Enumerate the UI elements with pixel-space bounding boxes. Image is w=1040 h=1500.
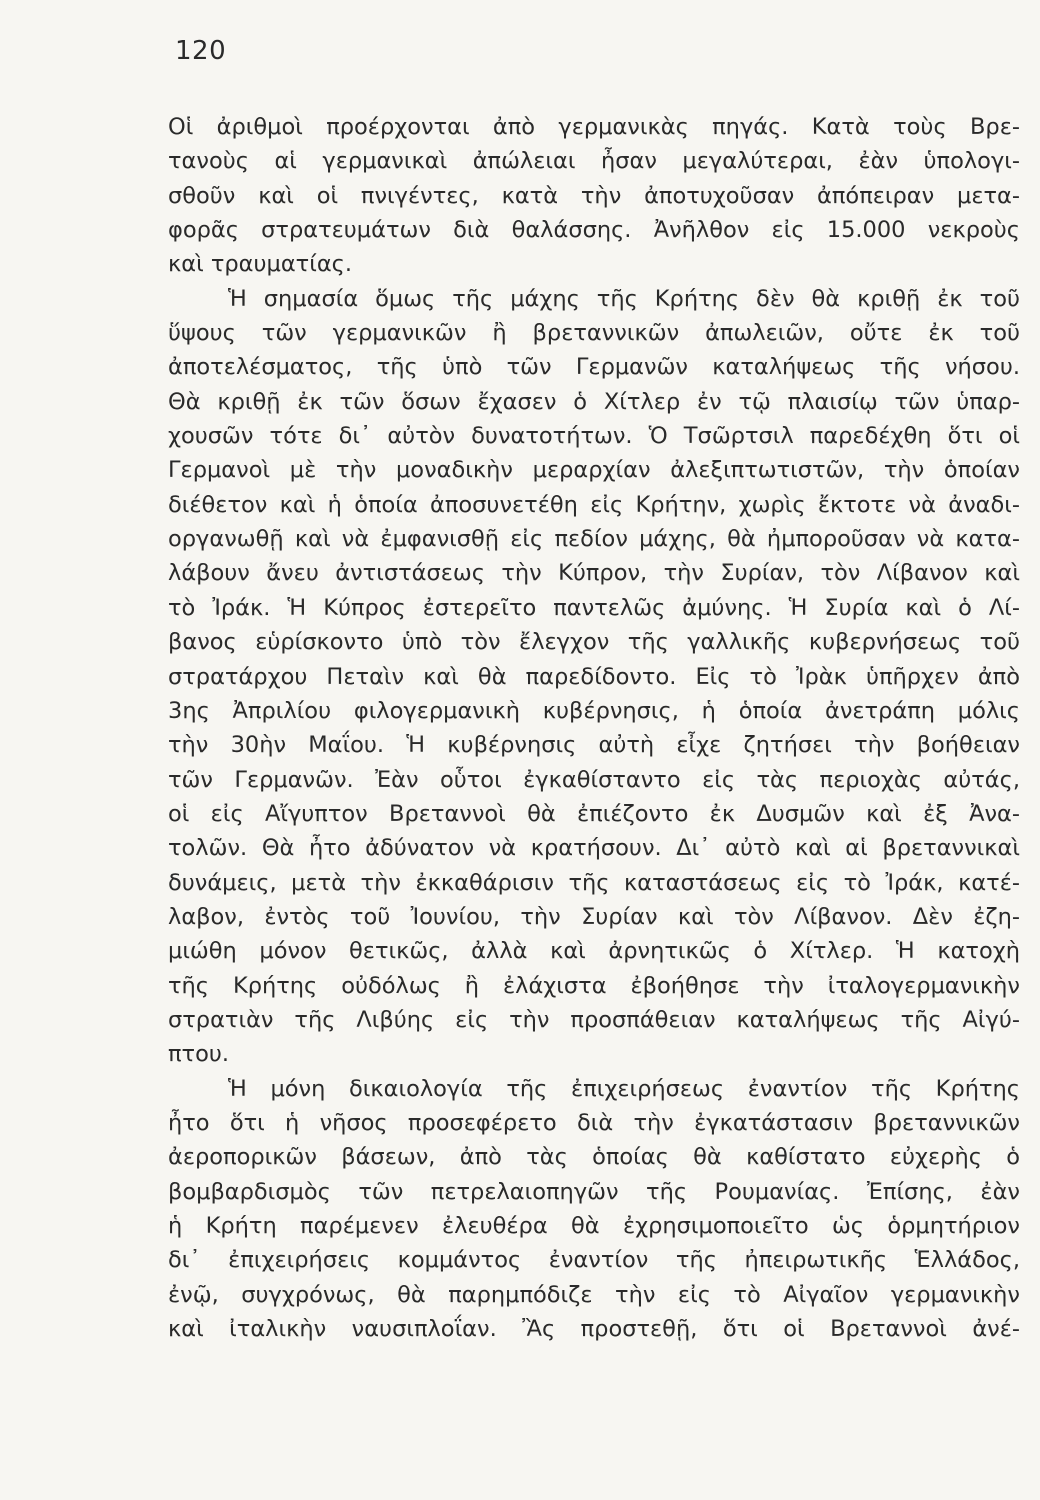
text-line: μιώθη μόνον θετικῶς, ἀλλὰ καὶ ἀρνητικῶς ὁ Χίτλερ. Ἡ κατοχὴ bbox=[168, 938, 1020, 965]
text-line: διέθετον καὶ ἡ ὁποία ἀποσυνετέθη εἰς Κρήτην, χωρὶς ἔκτοτε νὰ ἀναδι- bbox=[168, 491, 1020, 518]
text-line: σθοῦν καὶ οἱ πνιγέντες, κατὰ τὴν ἀποτυχοῦσαν ἀπόπειραν μετα- bbox=[168, 182, 1020, 209]
text-line: ἡ Κρήτη παρέμενεν ἐλευθέρα θὰ ἐχρησιμοποιεῖτο ὡς ὁρμητήριον bbox=[168, 1213, 1020, 1239]
text-line: Ἡ μόνη δικαιολογία τῆς ἐπιχειρήσεως ἐναντίον τῆς Κρήτης bbox=[228, 1075, 1020, 1102]
text-line: λάβουν ἄνευ ἀντιστάσεως τὴν Κύπρον, τὴν Συρίαν, τὸν Λίβανον καὶ bbox=[168, 560, 1020, 587]
text-line: τὴν 30ὴν Μαΐου. Ἡ κυβέρνησις αὐτὴ εἶχε ζητήσει τὴν βοήθειαν bbox=[168, 732, 1020, 759]
text-line: στρατιὰν τῆς Λιβύης εἰς τὴν προσπάθειαν καταλήψεως τῆς Αἰγύ- bbox=[168, 1006, 1020, 1033]
text-line: φορᾶς στρατευμάτων διὰ θαλάσσης. Ἀνῆλθον εἰς 15.000 νεκροὺς bbox=[168, 217, 1020, 244]
text-line: Οἱ ἀριθμοὶ προέρχονται ἀπὸ γερμανικὰς πηγάς. Κατὰ τοὺς Βρε- bbox=[168, 114, 1020, 140]
text-line: λαβον, ἐντὸς τοῦ Ἰουνίου, τὴν Συρίαν καὶ τὸν Λίβανον. Δὲν ἐζη- bbox=[168, 903, 1020, 930]
text-line: ἐνῷ, συγχρόνως, θὰ παρημπόδιζε τὴν εἰς τὸ Αἰγαῖον γερμανικὴν bbox=[168, 1281, 1020, 1308]
text-line: οἱ εἰς Αἴγυπτον Βρεταννοὶ θὰ ἐπιέζοντο ἐκ Δυσμῶν καὶ ἐξ Ἀνα- bbox=[168, 800, 1020, 827]
text-line: τανοὺς αἱ γερμανικαὶ ἀπώλειαι ἦσαν μεγαλύτεραι, ἐὰν ὑπολογι- bbox=[168, 148, 1020, 175]
page-number: 120 bbox=[175, 36, 227, 66]
text-line: βανος εὑρίσκοντο ὑπὸ τὸν ἔλεγχον τῆς γαλλικῆς κυβερνήσεως τοῦ bbox=[168, 629, 1020, 656]
text-line: δι᾿ ἐπιχειρήσεις κομμάντος ἐναντίον τῆς ἠπειρωτικῆς Ἑλλάδος, bbox=[168, 1247, 1020, 1274]
text-line: πτου. bbox=[168, 1041, 230, 1068]
text-line: τὸ Ἰράκ. Ἡ Κύπρος ἐστερεῖτο παντελῶς ἀμύνης. Ἡ Συρία καὶ ὁ Λί- bbox=[168, 594, 1020, 621]
text-line: ὕψους τῶν γερμανικῶν ἢ βρεταννικῶν ἀπωλειῶν, οὔτε ἐκ τοῦ bbox=[168, 320, 1020, 347]
text-line: καὶ τραυματίας. bbox=[168, 251, 353, 278]
text-line: τῶν Γερμανῶν. Ἐὰν οὗτοι ἐγκαθίσταντο εἰς τὰς περιοχὰς αὐτάς, bbox=[168, 766, 1020, 793]
text-line: δυνάμεις, μετὰ τὴν ἐκκαθάρισιν τῆς καταστάσεως εἰς τὸ Ἰράκ, κατέ- bbox=[168, 869, 1020, 896]
text-line: ἀεροπορικῶν βάσεων, ἀπὸ τὰς ὁποίας θὰ καθίστατο εὐχερὴς ὁ bbox=[168, 1144, 1020, 1171]
text-line: οργανωθῇ καὶ νὰ ἐμφανισθῇ εἰς πεδίον μάχης, θὰ ἠμποροῦσαν νὰ κατα- bbox=[168, 526, 1020, 553]
text-line: ἦτο ὅτι ἡ νῆσος προσεφέρετο διὰ τὴν ἐγκατάστασιν βρεταννικῶν bbox=[168, 1109, 1020, 1136]
body-text bbox=[168, 110, 1020, 1346]
text-line: 3ης Ἀπριλίου φιλογερμανικὴ κυβέρνησις, ἡ ὁποία ἀνετράπη μόλις bbox=[168, 697, 1020, 724]
text-line: τολῶν. Θὰ ἦτο ἀδύνατον νὰ κρατήσουν. Δι᾿ αὐτὸ καὶ αἱ βρεταννικαὶ bbox=[168, 835, 1020, 862]
text-line: Γερμανοὶ μὲ τὴν μοναδικὴν μεραρχίαν ἀλεξιπτωτιστῶν, τὴν ὁποίαν bbox=[168, 457, 1020, 484]
text-line: Ἡ σημασία ὅμως τῆς μάχης τῆς Κρήτης δὲν θὰ κριθῇ ἐκ τοῦ bbox=[228, 285, 1020, 312]
text-line: βομβαρδισμὸς τῶν πετρελαιοπηγῶν τῆς Ρουμανίας. Ἐπίσης, ἐὰν bbox=[168, 1178, 1020, 1205]
text-line: καὶ ἰταλικὴν ναυσιπλοΐαν. Ἂς προστεθῇ, ὅτι οἱ Βρεταννοὶ ἀνέ- bbox=[168, 1316, 1020, 1343]
text-line: στρατάρχου Πεταὶν καὶ θὰ παρεδίδοντο. Εἰς τὸ Ἰρὰκ ὑπῆρχεν ἀπὸ bbox=[168, 663, 1020, 690]
text-line: χουσῶν τότε δι᾿ αὐτὸν δυνατοτήτων. Ὁ Τσῶρτσιλ παρεδέχθη ὅτι οἱ bbox=[168, 423, 1020, 450]
text-line: ἀποτελέσματος, τῆς ὑπὸ τῶν Γερμανῶν καταλήψεως τῆς νήσου. bbox=[168, 354, 1020, 381]
text-line: Θὰ κριθῇ ἐκ τῶν ὅσων ἔχασεν ὁ Χίτλερ ἐν τῷ πλαισίῳ τῶν ὑπαρ- bbox=[168, 388, 1020, 415]
text-line: τῆς Κρήτης οὐδόλως ἢ ἐλάχιστα ἐβοήθησε τὴν ἰταλογερμανικὴν bbox=[168, 972, 1020, 999]
